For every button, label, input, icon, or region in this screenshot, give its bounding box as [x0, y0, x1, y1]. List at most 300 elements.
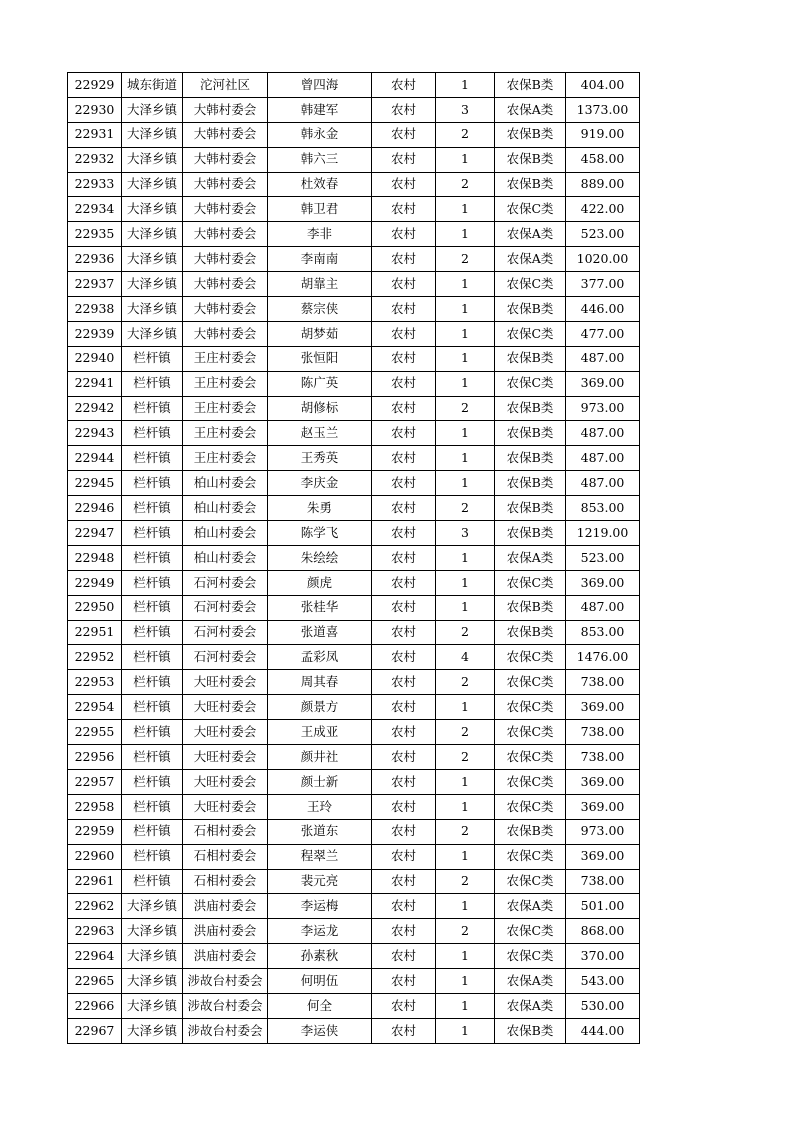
area-type-cell: 农村 [372, 396, 436, 421]
row-id-cell: 22961 [68, 869, 122, 894]
township-cell: 大泽乡镇 [122, 122, 183, 147]
area-type-cell: 农村 [372, 595, 436, 620]
name-cell: 李非 [268, 222, 372, 247]
row-id-cell: 22955 [68, 720, 122, 745]
township-cell: 大泽乡镇 [122, 97, 183, 122]
category-cell: 农保C类 [495, 371, 566, 396]
name-cell: 蔡宗侠 [268, 297, 372, 322]
count-cell: 2 [436, 620, 495, 645]
table-row [68, 222, 640, 247]
amount-cell: 523.00 [566, 222, 640, 247]
table-row [68, 670, 640, 695]
amount-cell: 523.00 [566, 545, 640, 570]
name-cell: 胡梦茹 [268, 321, 372, 346]
committee-cell: 王庄村委会 [183, 446, 268, 471]
name-cell: 颜井社 [268, 745, 372, 770]
committee-cell: 洪庙村委会 [183, 894, 268, 919]
amount-cell: 1020.00 [566, 247, 640, 272]
count-cell: 2 [436, 396, 495, 421]
category-cell: 农保C类 [495, 794, 566, 819]
township-cell: 大泽乡镇 [122, 969, 183, 994]
count-cell: 1 [436, 222, 495, 247]
category-cell: 农保C类 [495, 869, 566, 894]
committee-cell: 石河村委会 [183, 595, 268, 620]
amount-cell: 369.00 [566, 570, 640, 595]
count-cell: 1 [436, 794, 495, 819]
committee-cell: 涉故台村委会 [183, 969, 268, 994]
name-cell: 胡修标 [268, 396, 372, 421]
row-id-cell: 22948 [68, 545, 122, 570]
table-row [68, 894, 640, 919]
township-cell: 栏杆镇 [122, 745, 183, 770]
row-id-cell: 22962 [68, 894, 122, 919]
count-cell: 1 [436, 570, 495, 595]
name-cell: 胡靠主 [268, 272, 372, 297]
area-type-cell: 农村 [372, 894, 436, 919]
area-type-cell: 农村 [372, 620, 436, 645]
count-cell: 2 [436, 869, 495, 894]
category-cell: 农保C类 [495, 769, 566, 794]
amount-cell: 422.00 [566, 197, 640, 222]
township-cell: 大泽乡镇 [122, 297, 183, 322]
table-row [68, 769, 640, 794]
amount-cell: 973.00 [566, 396, 640, 421]
name-cell: 韩卫君 [268, 197, 372, 222]
name-cell: 张桂华 [268, 595, 372, 620]
category-cell: 农保C类 [495, 919, 566, 944]
name-cell: 张道东 [268, 819, 372, 844]
name-cell: 颜士新 [268, 769, 372, 794]
area-type-cell: 农村 [372, 496, 436, 521]
category-cell: 农保A类 [495, 247, 566, 272]
committee-cell: 大旺村委会 [183, 670, 268, 695]
row-id-cell: 22960 [68, 844, 122, 869]
row-id-cell: 22943 [68, 421, 122, 446]
amount-cell: 370.00 [566, 944, 640, 969]
area-type-cell: 农村 [372, 1018, 436, 1043]
area-type-cell: 农村 [372, 944, 436, 969]
township-cell: 大泽乡镇 [122, 172, 183, 197]
area-type-cell: 农村 [372, 421, 436, 446]
area-type-cell: 农村 [372, 73, 436, 98]
committee-cell: 石河村委会 [183, 645, 268, 670]
area-type-cell: 农村 [372, 745, 436, 770]
table-row [68, 297, 640, 322]
row-id-cell: 22965 [68, 969, 122, 994]
category-cell: 农保C类 [495, 745, 566, 770]
count-cell: 2 [436, 745, 495, 770]
committee-cell: 王庄村委会 [183, 371, 268, 396]
amount-cell: 487.00 [566, 346, 640, 371]
category-cell: 农保B类 [495, 620, 566, 645]
category-cell: 农保C类 [495, 720, 566, 745]
category-cell: 农保A类 [495, 993, 566, 1018]
count-cell: 1 [436, 471, 495, 496]
count-cell: 1 [436, 321, 495, 346]
table-row [68, 595, 640, 620]
committee-cell: 洪庙村委会 [183, 919, 268, 944]
name-cell: 朱勇 [268, 496, 372, 521]
category-cell: 农保B类 [495, 496, 566, 521]
township-cell: 栏杆镇 [122, 645, 183, 670]
count-cell: 2 [436, 819, 495, 844]
table-row [68, 944, 640, 969]
committee-cell: 大韩村委会 [183, 321, 268, 346]
area-type-cell: 农村 [372, 919, 436, 944]
name-cell: 张道喜 [268, 620, 372, 645]
township-cell: 栏杆镇 [122, 396, 183, 421]
name-cell: 孙素秋 [268, 944, 372, 969]
count-cell: 3 [436, 521, 495, 546]
township-cell: 栏杆镇 [122, 844, 183, 869]
township-cell: 大泽乡镇 [122, 147, 183, 172]
category-cell: 农保C类 [495, 844, 566, 869]
row-id-cell: 22954 [68, 695, 122, 720]
row-id-cell: 22929 [68, 73, 122, 98]
committee-cell: 柏山村委会 [183, 496, 268, 521]
count-cell: 3 [436, 97, 495, 122]
row-id-cell: 22941 [68, 371, 122, 396]
row-id-cell: 22949 [68, 570, 122, 595]
row-id-cell: 22945 [68, 471, 122, 496]
count-cell: 2 [436, 919, 495, 944]
category-cell: 农保B类 [495, 819, 566, 844]
township-cell: 栏杆镇 [122, 346, 183, 371]
amount-cell: 477.00 [566, 321, 640, 346]
count-cell: 1 [436, 73, 495, 98]
table-row [68, 969, 640, 994]
category-cell: 农保B类 [495, 122, 566, 147]
name-cell: 李运龙 [268, 919, 372, 944]
name-cell: 颜虎 [268, 570, 372, 595]
table-row [68, 321, 640, 346]
count-cell: 1 [436, 297, 495, 322]
table-row [68, 346, 640, 371]
row-id-cell: 22942 [68, 396, 122, 421]
table-row [68, 73, 640, 98]
area-type-cell: 农村 [372, 297, 436, 322]
table-row [68, 122, 640, 147]
amount-cell: 487.00 [566, 595, 640, 620]
township-cell: 大泽乡镇 [122, 1018, 183, 1043]
township-cell: 大泽乡镇 [122, 944, 183, 969]
count-cell: 2 [436, 122, 495, 147]
township-cell: 大泽乡镇 [122, 993, 183, 1018]
name-cell: 李运梅 [268, 894, 372, 919]
row-id-cell: 22952 [68, 645, 122, 670]
category-cell: 农保C类 [495, 321, 566, 346]
amount-cell: 973.00 [566, 819, 640, 844]
row-id-cell: 22964 [68, 944, 122, 969]
data-table [67, 72, 640, 1044]
name-cell: 陈广英 [268, 371, 372, 396]
name-cell: 曾四海 [268, 73, 372, 98]
committee-cell: 石相村委会 [183, 819, 268, 844]
count-cell: 1 [436, 197, 495, 222]
row-id-cell: 22953 [68, 670, 122, 695]
township-cell: 大泽乡镇 [122, 894, 183, 919]
category-cell: 农保C类 [495, 197, 566, 222]
committee-cell: 王庄村委会 [183, 421, 268, 446]
area-type-cell: 农村 [372, 819, 436, 844]
amount-cell: 487.00 [566, 421, 640, 446]
count-cell: 1 [436, 371, 495, 396]
name-cell: 李庆金 [268, 471, 372, 496]
category-cell: 农保C类 [495, 645, 566, 670]
area-type-cell: 农村 [372, 769, 436, 794]
name-cell: 程翠兰 [268, 844, 372, 869]
count-cell: 1 [436, 844, 495, 869]
name-cell: 王玲 [268, 794, 372, 819]
table-row [68, 745, 640, 770]
committee-cell: 大旺村委会 [183, 745, 268, 770]
category-cell: 农保C类 [495, 695, 566, 720]
category-cell: 农保C类 [495, 944, 566, 969]
township-cell: 大泽乡镇 [122, 321, 183, 346]
township-cell: 栏杆镇 [122, 471, 183, 496]
township-cell: 大泽乡镇 [122, 919, 183, 944]
name-cell: 何明伍 [268, 969, 372, 994]
area-type-cell: 农村 [372, 521, 436, 546]
area-type-cell: 农村 [372, 446, 436, 471]
row-id-cell: 22938 [68, 297, 122, 322]
count-cell: 1 [436, 446, 495, 471]
area-type-cell: 农村 [372, 247, 436, 272]
name-cell: 颜景方 [268, 695, 372, 720]
count-cell: 4 [436, 645, 495, 670]
table-row [68, 919, 640, 944]
area-type-cell: 农村 [372, 695, 436, 720]
row-id-cell: 22966 [68, 993, 122, 1018]
table-row [68, 172, 640, 197]
row-id-cell: 22937 [68, 272, 122, 297]
area-type-cell: 农村 [372, 272, 436, 297]
township-cell: 栏杆镇 [122, 794, 183, 819]
table-row [68, 421, 640, 446]
table-row [68, 272, 640, 297]
count-cell: 2 [436, 496, 495, 521]
area-type-cell: 农村 [372, 993, 436, 1018]
area-type-cell: 农村 [372, 346, 436, 371]
amount-cell: 530.00 [566, 993, 640, 1018]
committee-cell: 大韩村委会 [183, 197, 268, 222]
table-row [68, 496, 640, 521]
township-cell: 大泽乡镇 [122, 247, 183, 272]
amount-cell: 369.00 [566, 844, 640, 869]
amount-cell: 889.00 [566, 172, 640, 197]
area-type-cell: 农村 [372, 645, 436, 670]
count-cell: 1 [436, 969, 495, 994]
count-cell: 1 [436, 695, 495, 720]
committee-cell: 石河村委会 [183, 570, 268, 595]
category-cell: 农保B类 [495, 595, 566, 620]
committee-cell: 涉故台村委会 [183, 1018, 268, 1043]
category-cell: 农保A类 [495, 969, 566, 994]
count-cell: 2 [436, 720, 495, 745]
amount-cell: 738.00 [566, 670, 640, 695]
amount-cell: 404.00 [566, 73, 640, 98]
name-cell: 孟彩凤 [268, 645, 372, 670]
township-cell: 栏杆镇 [122, 371, 183, 396]
table-row [68, 371, 640, 396]
amount-cell: 444.00 [566, 1018, 640, 1043]
count-cell: 1 [436, 595, 495, 620]
category-cell: 农保B类 [495, 346, 566, 371]
committee-cell: 大韩村委会 [183, 297, 268, 322]
category-cell: 农保B类 [495, 172, 566, 197]
amount-cell: 738.00 [566, 745, 640, 770]
amount-cell: 369.00 [566, 794, 640, 819]
township-cell: 栏杆镇 [122, 446, 183, 471]
area-type-cell: 农村 [372, 371, 436, 396]
committee-cell: 涉故台村委会 [183, 993, 268, 1018]
category-cell: 农保B类 [495, 421, 566, 446]
area-type-cell: 农村 [372, 844, 436, 869]
table-row [68, 794, 640, 819]
name-cell: 韩六三 [268, 147, 372, 172]
name-cell: 朱绘绘 [268, 545, 372, 570]
amount-cell: 1476.00 [566, 645, 640, 670]
name-cell: 周其春 [268, 670, 372, 695]
count-cell: 1 [436, 272, 495, 297]
name-cell: 李南南 [268, 247, 372, 272]
township-cell: 城东街道 [122, 73, 183, 98]
table-row [68, 147, 640, 172]
category-cell: 农保B类 [495, 1018, 566, 1043]
amount-cell: 738.00 [566, 869, 640, 894]
row-id-cell: 22932 [68, 147, 122, 172]
count-cell: 2 [436, 670, 495, 695]
area-type-cell: 农村 [372, 97, 436, 122]
committee-cell: 大韩村委会 [183, 247, 268, 272]
amount-cell: 446.00 [566, 297, 640, 322]
row-id-cell: 22958 [68, 794, 122, 819]
township-cell: 栏杆镇 [122, 496, 183, 521]
table-row [68, 570, 640, 595]
row-id-cell: 22951 [68, 620, 122, 645]
committee-cell: 大韩村委会 [183, 97, 268, 122]
count-cell: 1 [436, 944, 495, 969]
name-cell: 王成亚 [268, 720, 372, 745]
amount-cell: 738.00 [566, 720, 640, 745]
category-cell: 农保B类 [495, 297, 566, 322]
area-type-cell: 农村 [372, 147, 436, 172]
count-cell: 2 [436, 172, 495, 197]
amount-cell: 487.00 [566, 471, 640, 496]
name-cell: 杜效春 [268, 172, 372, 197]
table-row [68, 446, 640, 471]
township-cell: 栏杆镇 [122, 720, 183, 745]
area-type-cell: 农村 [372, 222, 436, 247]
committee-cell: 沱河社区 [183, 73, 268, 98]
count-cell: 2 [436, 247, 495, 272]
committee-cell: 石相村委会 [183, 869, 268, 894]
committee-cell: 大韩村委会 [183, 222, 268, 247]
amount-cell: 868.00 [566, 919, 640, 944]
name-cell: 韩永金 [268, 122, 372, 147]
table-row [68, 645, 640, 670]
committee-cell: 王庄村委会 [183, 346, 268, 371]
category-cell: 农保A类 [495, 222, 566, 247]
area-type-cell: 农村 [372, 794, 436, 819]
table-row [68, 695, 640, 720]
table-row [68, 844, 640, 869]
category-cell: 农保B类 [495, 396, 566, 421]
row-id-cell: 22950 [68, 595, 122, 620]
committee-cell: 柏山村委会 [183, 521, 268, 546]
table-row [68, 97, 640, 122]
area-type-cell: 农村 [372, 670, 436, 695]
name-cell: 王秀英 [268, 446, 372, 471]
table-row [68, 197, 640, 222]
row-id-cell: 22930 [68, 97, 122, 122]
committee-cell: 洪庙村委会 [183, 944, 268, 969]
category-cell: 农保C类 [495, 272, 566, 297]
amount-cell: 501.00 [566, 894, 640, 919]
table-row [68, 1018, 640, 1043]
township-cell: 栏杆镇 [122, 595, 183, 620]
amount-cell: 1219.00 [566, 521, 640, 546]
committee-cell: 大旺村委会 [183, 794, 268, 819]
committee-cell: 石相村委会 [183, 844, 268, 869]
table-row [68, 869, 640, 894]
name-cell: 韩建军 [268, 97, 372, 122]
count-cell: 1 [436, 421, 495, 446]
committee-cell: 柏山村委会 [183, 471, 268, 496]
area-type-cell: 农村 [372, 720, 436, 745]
committee-cell: 大韩村委会 [183, 147, 268, 172]
committee-cell: 大韩村委会 [183, 122, 268, 147]
table-row [68, 521, 640, 546]
township-cell: 栏杆镇 [122, 521, 183, 546]
row-id-cell: 22963 [68, 919, 122, 944]
count-cell: 1 [436, 545, 495, 570]
township-cell: 栏杆镇 [122, 421, 183, 446]
count-cell: 1 [436, 769, 495, 794]
township-cell: 栏杆镇 [122, 769, 183, 794]
row-id-cell: 22935 [68, 222, 122, 247]
committee-cell: 石河村委会 [183, 620, 268, 645]
township-cell: 栏杆镇 [122, 819, 183, 844]
township-cell: 栏杆镇 [122, 620, 183, 645]
area-type-cell: 农村 [372, 471, 436, 496]
row-id-cell: 22946 [68, 496, 122, 521]
amount-cell: 1373.00 [566, 97, 640, 122]
township-cell: 栏杆镇 [122, 670, 183, 695]
count-cell: 1 [436, 993, 495, 1018]
amount-cell: 369.00 [566, 769, 640, 794]
name-cell: 李运侠 [268, 1018, 372, 1043]
amount-cell: 543.00 [566, 969, 640, 994]
amount-cell: 369.00 [566, 371, 640, 396]
area-type-cell: 农村 [372, 545, 436, 570]
row-id-cell: 22947 [68, 521, 122, 546]
count-cell: 1 [436, 346, 495, 371]
name-cell: 赵玉兰 [268, 421, 372, 446]
township-cell: 栏杆镇 [122, 869, 183, 894]
table-row [68, 545, 640, 570]
count-cell: 1 [436, 894, 495, 919]
name-cell: 陈学飞 [268, 521, 372, 546]
area-type-cell: 农村 [372, 570, 436, 595]
amount-cell: 853.00 [566, 496, 640, 521]
count-cell: 1 [436, 1018, 495, 1043]
committee-cell: 大旺村委会 [183, 720, 268, 745]
committee-cell: 大旺村委会 [183, 769, 268, 794]
area-type-cell: 农村 [372, 969, 436, 994]
category-cell: 农保C类 [495, 570, 566, 595]
township-cell: 大泽乡镇 [122, 197, 183, 222]
